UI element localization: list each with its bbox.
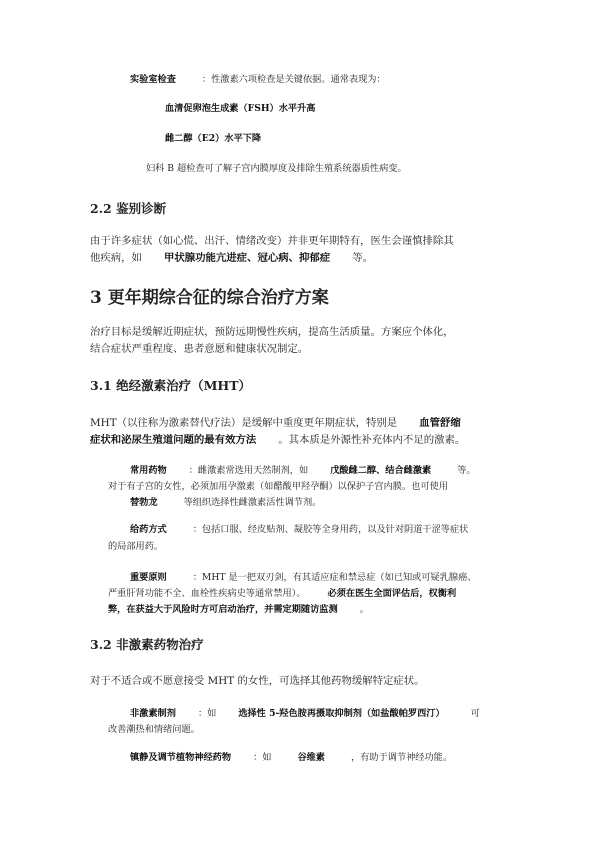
principle-line2: 严重肝肾功能不全、血栓性疾病史等通常禁用）。 必须在医生全面评估后，权衡利 <box>108 588 457 599</box>
section-3-title: 3 更年期综合征的综合治疗方案 <box>90 288 329 308</box>
section-3-1-line2: 症状和泌尿生殖道问题的最有效方法 。其本质是外源性补充体内不足的激素。 <box>90 434 466 446</box>
sedative-label: 镇静及调节植物神经药物 <box>130 752 232 763</box>
section-2-2-title: 2.2 鉴别诊断 <box>90 201 167 216</box>
nonhormone-line2: 改善潮热和情绪问题。 <box>108 724 200 735</box>
drugs-line2: 对于有子宫的女性，必须加用孕激素（如醋酸甲羟孕酮）以保护子宫内膜。也可使用 <box>108 481 448 492</box>
nonhormone-label: 非激素制剂 <box>130 708 176 719</box>
principle-label: 重要原则 <box>130 572 167 583</box>
lab-list-item: 雌二醇（E2）水平下降 <box>165 133 262 144</box>
lab-list-item: 血清促卵泡生成素（FSH）水平升高 <box>165 103 316 114</box>
lab-note: 妇科 B 超检查可了解子宫内膜厚度及排除生殖系统器质性病变。 <box>146 163 407 174</box>
lab-exam-line <box>130 74 386 85</box>
drugs-label: 常用药物 <box>130 465 167 476</box>
route-line2: 的局部用药。 <box>108 541 164 552</box>
drugs-line1: 常用药物 ：雌激素常选用天然制剂，如 戊酸雌二醇、结合雌激素 等。 <box>130 465 476 476</box>
sedative-line: 镇静及调节植物神经药物 ：如 谷维素 ，有助于调节神经功能。 <box>130 752 453 763</box>
section-3-line1: 治疗目标是缓解近期症状，预防远期慢性疾病，提高生活质量。方案应个体化， <box>90 326 454 338</box>
section-3-2-intro: 对于不适合或不愿意接受 MHT 的女性，可选择其他药物缓解特定症状。 <box>90 675 425 687</box>
section-3-1-line1: MHT（以往称为激素替代疗法）是缓解中重度更年期症状，特别是 血管舒缩 <box>90 417 461 429</box>
route-line1: 给药方式 ：包括口服、经皮贴剂、凝胶等全身用药，以及针对阴道干涩等症状 <box>130 524 469 535</box>
lab-exam-label: 实验室检查 <box>130 74 176 85</box>
section-2-2-line2: 他疾病，如 甲状腺功能亢进症、冠心病、抑郁症 等。 <box>90 252 373 264</box>
section-3-line2: 结合症状严重程度、患者意愿和健康状况制定。 <box>90 343 309 355</box>
principle-line3: 弊，在获益大于风险时方可启动治疗，并需定期随访监测 。 <box>108 604 369 615</box>
lab-exam-text: ：性激素六项检查是关键依据。通常表现为： <box>201 74 386 85</box>
section-3-1-title: 3.1 绝经激素治疗（MHT） <box>90 378 252 393</box>
section-2-2-line1: 由于许多症状（如心慌、出汗、情绪改变）并非更年期特有，医生会谨慎排除其 <box>90 235 454 247</box>
route-label: 给药方式 <box>130 524 167 535</box>
drugs-line3: 替勃龙 等组织选择性雌激素活性调节剂。 <box>130 497 322 508</box>
nonhormone-line1: 非激素制剂 ：如 选择性 5-羟色胺再摄取抑制剂（如盐酸帕罗西汀） 可 <box>130 708 480 719</box>
section-3-2-title: 3.2 非激素药物治疗 <box>90 637 204 652</box>
principle-line1: 重要原则 ：MHT 是一把双刃剑，有其适应症和禁忌症（如已知或可疑乳腺癌、 <box>130 572 477 583</box>
